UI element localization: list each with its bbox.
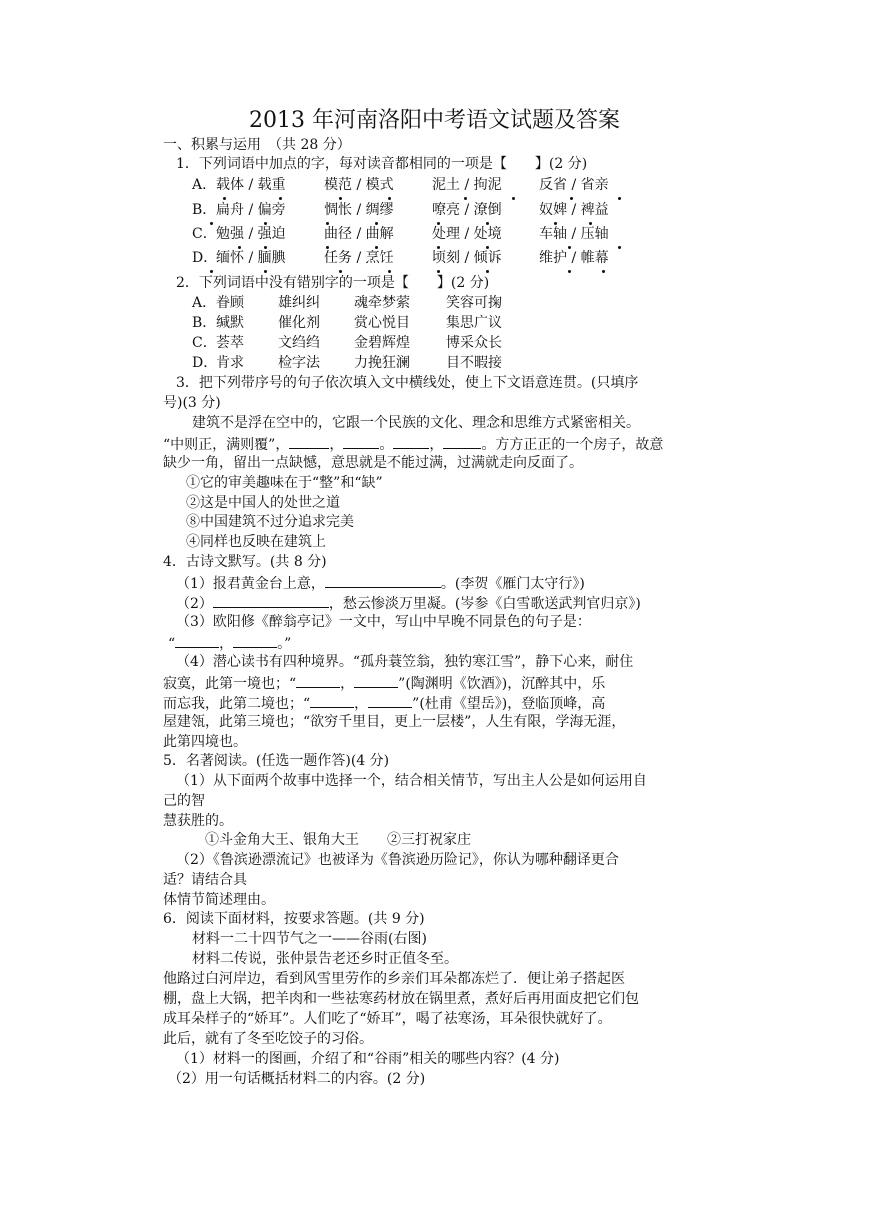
reading-item-1: （1）从下面两个故事中选择一个，结合相关情节，写出主人公是如何运用自 (176, 773, 647, 789)
poem-source: ”(陶渊明《饮酒》)，沉醉其中，乐 (398, 676, 606, 692)
question-6-stem: 6．阅读下面材料，按要求答题。(共 9 分) (163, 911, 425, 927)
option-item: 顷刻 / 倾诉 (432, 250, 502, 266)
option-label: A． (192, 177, 217, 193)
option-item: 雄纠纠 (278, 295, 320, 311)
emphasis-dot (618, 197, 621, 200)
answer-blank[interactable] (368, 693, 412, 708)
punctuation: 。” (277, 636, 292, 652)
poem-source: 。(李贺《雁门太守行》) (440, 576, 585, 592)
sentence-option: ②这是中国人的处世之道 (186, 495, 340, 511)
emphasis-dot (437, 270, 440, 273)
option-item: 眷顾 (216, 295, 244, 311)
emphasis-dot (264, 246, 267, 249)
reading-item-1-cont: 慧获胜的。 (163, 813, 233, 829)
emphasis-dot (486, 246, 489, 249)
reading-item-2: （2）《鲁滨逊漂流记》也被译为《鲁滨逊历险记》，你认为哪种翻译更合 (176, 852, 619, 868)
material-line: 成耳朵样子的“娇耳”。人们吃了“娇耳”，喝了祛寒汤，耳朵很快就好了。 (163, 1011, 612, 1027)
option-item: 扁舟 / 偏旁 (216, 202, 286, 218)
emphasis-dot (568, 270, 571, 273)
option-item: 博采众长 (446, 335, 502, 351)
emphasis-dot (464, 197, 467, 200)
emphasis-dot (589, 222, 592, 225)
sub-question-2: （2）用一句话概括材料二的内容。(2 分) (168, 1071, 426, 1087)
punctuation: ， (329, 437, 344, 453)
sentence-option: ①它的审美趣味在于“整”和“缺” (186, 475, 383, 491)
option-item: 集思广议 (446, 315, 502, 331)
punctuation: ， (340, 676, 355, 692)
emphasis-dot (326, 246, 329, 249)
answer-blank[interactable] (325, 573, 441, 588)
poem-item-1 (176, 573, 585, 594)
poem-source: ”(杜甫《望岳》)，登临顶峰，高 (412, 696, 606, 712)
emphasis-dot (339, 197, 342, 200)
question-3-stem: 3．把下列带序号的句子依次填入文中横线处，使上下文语意连贯。(只填序 (176, 375, 639, 391)
emphasis-dot (388, 270, 391, 273)
option-item: 反省 / 省亲 (539, 177, 609, 193)
emphasis-dot (279, 197, 282, 200)
emphasis-dot (437, 222, 440, 225)
option-item: 赏心悦目 (354, 315, 410, 331)
q2-option-c (192, 334, 592, 353)
answer-blank[interactable] (213, 593, 329, 608)
option-label: B． (192, 202, 217, 218)
option-item: 力挽狂澜 (354, 355, 410, 371)
material-two: 材料二传说，张仲景告老还乡时正值冬至。 (192, 951, 458, 967)
option-item: 车轴 / 压轴 (539, 226, 609, 242)
q1-option-a (192, 176, 752, 195)
emphasis-dot (375, 246, 378, 249)
q2-option-d (192, 354, 592, 373)
emphasis-dot (618, 246, 621, 249)
emphasis-dot (568, 246, 571, 249)
passage-line: 建筑不是浮在空中的，它跟一个民族的文化、理念和思维方式紧密相关。 (192, 415, 640, 431)
q2-option-a (192, 294, 592, 313)
emphasis-dot (602, 270, 605, 273)
option-label: A． (192, 295, 217, 311)
answer-blank[interactable] (296, 673, 340, 688)
option-item: 催化剂 (278, 315, 320, 331)
answer-blank[interactable] (289, 434, 329, 449)
passage-line: 缺少一角，留出一点缺憾，意思就是不能过满，过满就走向反面了。 (163, 455, 583, 471)
answer-blank[interactable] (233, 633, 277, 648)
answer-blank[interactable] (354, 673, 398, 688)
question-5-stem: 5．名著阅读。(任选一题作答)(4 分) (163, 753, 390, 769)
option-item: 目不暇接 (446, 355, 502, 371)
poem-item-4-line: 此第四境也。 (163, 734, 247, 750)
emphasis-dot (375, 222, 378, 225)
sentence-option: ④同样也反映在建筑上 (186, 534, 326, 550)
option-label: C． (192, 226, 217, 242)
punctuation: ， (354, 696, 369, 712)
sentence-option: ⑧中国建筑不过分追求完美 (186, 514, 354, 530)
answer-blank[interactable] (443, 434, 481, 449)
section-heading: 一、积累与运用 （共 28 分） (163, 137, 351, 153)
reading-item-2-cont: 体情节简述理由。 (163, 892, 275, 908)
option-item: 任务 / 烹饪 (324, 250, 394, 266)
q2-option-b (192, 314, 592, 333)
emphasis-dot (326, 222, 329, 225)
option-item: 缄默 (216, 315, 244, 331)
punctuation: ， (429, 437, 444, 453)
emphasis-dot (512, 197, 515, 200)
poem-item-4-line: 屋建瓴，此第三境也；“欲穷千里目，更上一层楼”，人生有限，学海无涯， (163, 714, 626, 730)
answer-blank[interactable] (310, 693, 354, 708)
option-item: 处理 / 处境 (432, 226, 502, 242)
material-one: 材料一二十四节气之一——谷雨(右图) (192, 931, 427, 947)
reading-item-1-cont: 己的智 (163, 793, 205, 809)
emphasis-dot (486, 270, 489, 273)
emphasis-dot (238, 246, 241, 249)
emphasis-dot (264, 222, 267, 225)
option-item: 嘹亮 / 潦倒 (432, 202, 502, 218)
option-item: 载体 / 载重 (216, 177, 286, 193)
answer-blank[interactable] (393, 434, 429, 449)
passage-text: “中则正，满则覆”， (163, 437, 290, 453)
emphasis-dot (554, 222, 557, 225)
question-1-stem: 1．下列词语中加点的字，每对读音都相同的一项是【 】(2 分) (176, 156, 588, 172)
poem-source: ，愁云惨淡万里凝。(岑参《白雪歌送武判官归京》) (328, 596, 641, 612)
option-item: 魂牵梦萦 (354, 295, 410, 311)
option-item: 曲径 / 曲解 (324, 226, 394, 242)
option-item: 维护 / 帷幕 (539, 250, 609, 266)
q1-option-c (192, 225, 752, 244)
poem-item-3-blanks (168, 633, 291, 654)
punctuation: 。 (379, 437, 394, 453)
poem-item-4-line (163, 673, 605, 694)
option-item: 奴婢 / 裨益 (539, 202, 609, 218)
option-item: 金碧辉煌 (354, 335, 410, 351)
passage-line-with-blanks (163, 434, 663, 455)
option-label: C． (192, 335, 217, 351)
question-3-stem-cont: 号)(3 分) (163, 395, 221, 411)
poem-item-4-line (163, 693, 605, 714)
option-item: 检字法 (278, 355, 320, 371)
emphasis-dot (210, 270, 213, 273)
punctuation: “ (168, 636, 176, 652)
material-line: 此后，就有了冬至吃饺子的习俗。 (163, 1031, 373, 1047)
material-line: 棚，盘上大锅，把羊肉和一些祛寒药材放在锅里煮，煮好后再用面皮把它们包 (163, 991, 639, 1007)
option-item: 模范 / 模式 (324, 177, 394, 193)
poem-text: 寂寞，此第一境也；“ (163, 676, 297, 692)
emphasis-dot (388, 197, 391, 200)
emphasis-dot (437, 246, 440, 249)
question-2-stem: 2．下列词语中没有错别字的一项是【 】(2 分) (176, 275, 490, 291)
answer-blank[interactable] (343, 434, 379, 449)
option-label: D． (192, 355, 218, 371)
poem-text: （1）报君黄金台上意， (176, 576, 325, 592)
page-title: 2013 年河南洛阳中考语文试题及答案 (249, 108, 620, 133)
reading-item-2-cont: 适？请结合具 (163, 872, 247, 888)
option-item: 缅怀 / 腼腆 (216, 250, 286, 266)
emphasis-dot (486, 222, 489, 225)
passage-text: 。方方正正的一个房子，故意 (481, 437, 664, 453)
poem-item-4: （4）潜心读书有四种境界。“孤舟蓑笠翁，独钓寒江雪”，静下心来，耐住 (176, 654, 634, 670)
material-line: 他路过白河岸边，看到风雪里劳作的乡亲们耳朵都冻烂了．便让弟子搭起医 (163, 971, 625, 987)
emphasis-dot (210, 222, 213, 225)
emphasis-dot (223, 197, 226, 200)
emphasis-dot (264, 270, 267, 273)
option-item: 笑容可掬 (446, 295, 502, 311)
poem-text: 而忘我，此第二境也；“ (163, 696, 311, 712)
story-options: ①斗金角大王、银角大王 ②三打祝家庄 (205, 832, 471, 848)
sub-question-1: （1）材料一的图画，介绍了和“谷雨”相关的哪些内容？(4 分) (176, 1051, 560, 1067)
q1-option-b (192, 201, 752, 220)
option-item: 荟萃 (216, 335, 244, 351)
poem-item-3: （3）欧阳修《醉翁亭记》一文中，写山中早晚不同景色的句子是： (176, 614, 591, 630)
poem-text: （2） (176, 596, 213, 612)
question-4-stem: 4．古诗文默写。(共 8 分) (163, 554, 327, 570)
q1-option-d (192, 249, 752, 268)
emphasis-dot (339, 270, 342, 273)
option-label: D． (192, 250, 218, 266)
option-item: 泥土 / 拘泥 (432, 177, 502, 193)
option-item: 惆怅 / 绸缪 (324, 202, 394, 218)
option-item: 文绉绉 (278, 335, 320, 351)
option-item: 肯求 (216, 355, 244, 371)
punctuation: ， (219, 636, 234, 652)
emphasis-dot (570, 197, 573, 200)
option-label: B． (192, 315, 217, 331)
poem-item-2 (176, 593, 641, 614)
answer-blank[interactable] (175, 633, 219, 648)
option-item: 勉强 / 强迫 (216, 226, 286, 242)
